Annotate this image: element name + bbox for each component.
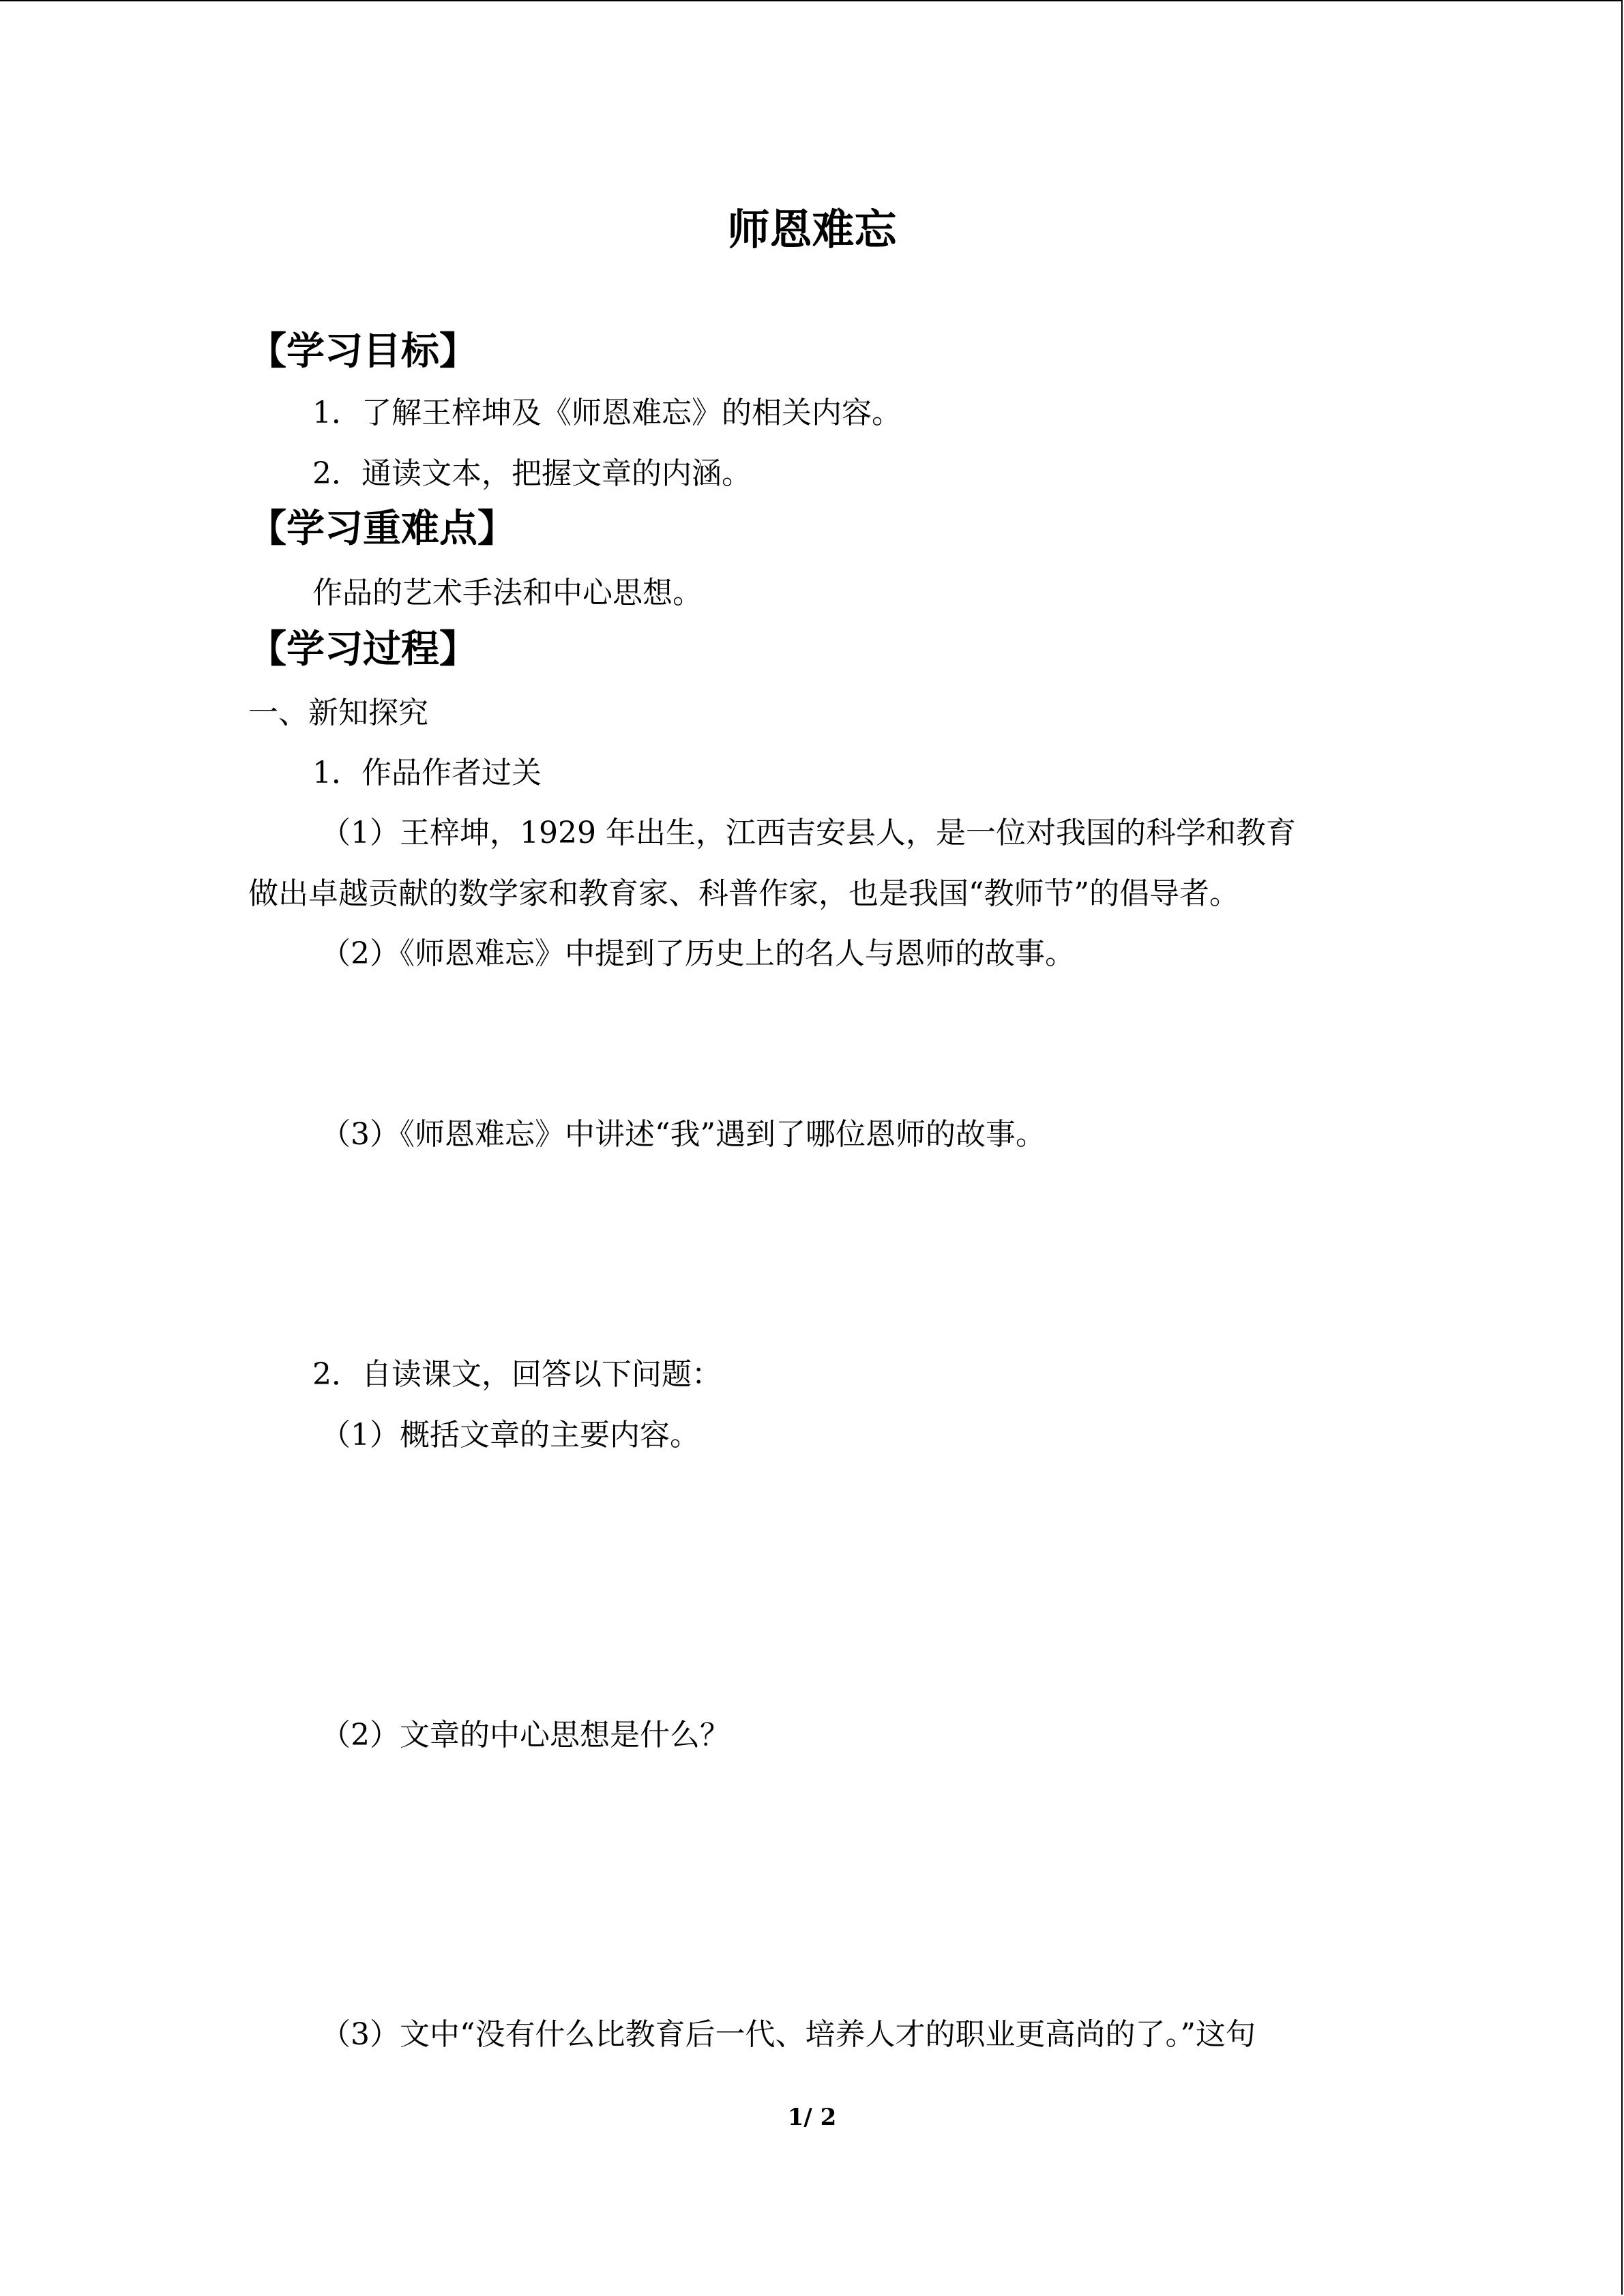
heading-learning-process: 【学习过程】 — [248, 627, 477, 672]
heading-key-points: 【学习重难点】 — [248, 507, 516, 551]
q2-3: （3）文中“没有什么比教育后一代、培养人才的职业更高尚的了。”这句 — [321, 2017, 1256, 2052]
heading-learning-goals: 【学习目标】 — [248, 329, 477, 374]
q2-2: （2）文章的中心思想是什么？ — [321, 1718, 730, 1753]
part1-title: 一、新知探究 — [248, 696, 428, 730]
q2-title: 2．自读课文，回答以下问题： — [312, 1357, 722, 1392]
q1-title: 1．作品作者过关 — [312, 756, 542, 790]
q2-1: （1）概括文章的主要内容。 — [321, 1418, 700, 1452]
key-points-text: 作品的艺术手法和中心思想。 — [312, 576, 703, 610]
q1-3: （3）《师恩难忘》中讲述“我”遇到了哪位恩师的故事。 — [321, 1117, 1046, 1152]
page-title: 师恩难忘 — [727, 205, 897, 254]
q1-2: （2）《师恩难忘》中提到了历史上的名人与恩师的故事。 — [321, 936, 1075, 971]
q1-1-line1: （1）王梓坤，1929 年出生，江西吉安县人，是一位对我国的科学和教育 — [321, 816, 1296, 850]
q1-1-line2: 做出卓越贡献的数学家和教育家、科普作家，也是我国“教师节”的倡导者。 — [248, 876, 1239, 911]
page-number: 1/ 2 — [787, 2104, 837, 2131]
goal-item-1: 1．了解王梓坤及《师恩难忘》的相关内容。 — [312, 396, 902, 430]
goal-item-2: 2．通读文本，把握文章的内涵。 — [312, 456, 752, 491]
